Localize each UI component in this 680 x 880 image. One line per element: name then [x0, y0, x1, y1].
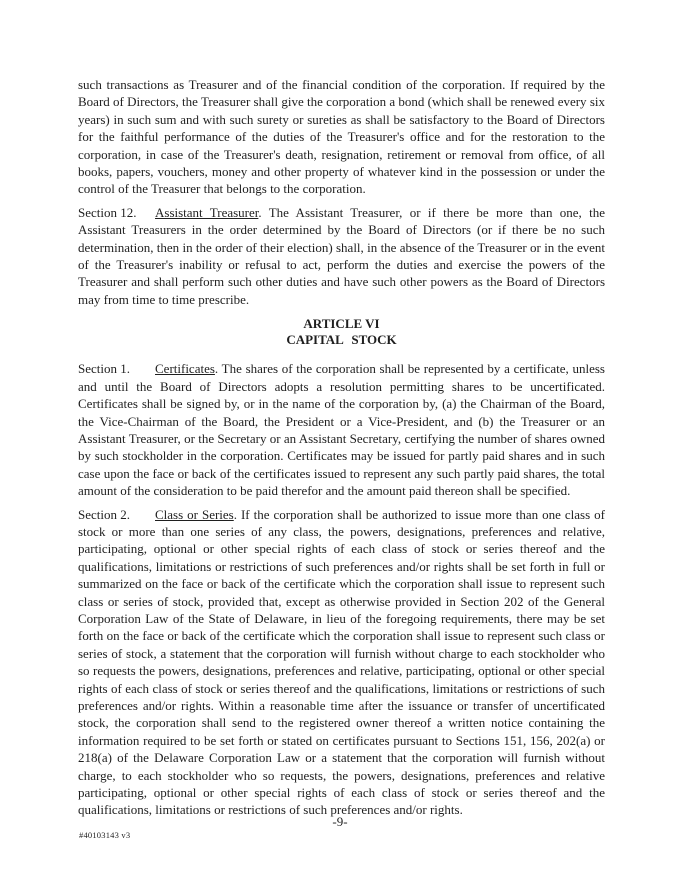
section-12-text: . The Assistant Treasurer, or if there be more than one, the Assistant Treasurers in the order determined by the Board of Directors (or if there be no such determination, then in the order of their election) shall, in the absence of the Treasurer or in the event of the Treasurer's inability or refusal to act, perform the duties and exercise the powers of the Treasurer and shall perform such other duties and have such other powers as the Board of Directors may from time to time prescribe. — [78, 204, 606, 307]
paragraph-section-2 — [78, 506, 605, 819]
section-1-number: Section 1. — [78, 361, 130, 377]
document-id-stamp: #40103143 v3 — [79, 830, 131, 840]
section-2-title: Class or Series — [155, 506, 234, 522]
section-2-text: . If the corporation shall be authorized to issue more than one class of stock or more than one series of any class, the powers, designations, preferences and relative, participating, optional or other special rights of each class of stock or series thereof and the qualifications, limitations or restrictions of such preferences and/or rights shall be set forth in full or summarized on the face or back of the certificate which the corporation shall issue to represent such class or series of stock, provided that, except as otherwise provided in Section 202 of the General Corporation Law of the State of Delaware, in lieu of the foregoing requirements, there may be set forth on the face or back of the certificate which the corporation shall issue to represent such class or series of stock, a statement that the corporation will furnish without charge to each stockholder who so requests the powers, designations, preferences and relative, participating, optional or other special rights of each class of stock or series thereof and the qualifications, limitations or restrictions of such preferences and/or rights. Within a reasonable time after the issuance or transfer of uncertificated stock, the corporation shall send to the registered owner thereof a written notice containing the information required to be set forth or stated on certificates pursuant to Sections 151, 156, 202(a) or 218(a) of the Delaware Corporation Law or a statement that the corporation will furnish without charge, to each stockholder who so requests, the powers, designations, preferences and relative participating, optional or other special rights of each class of stock or series thereof and the qualifications, limitations or restrictions of such preferences and/or rights. — [78, 506, 605, 818]
article-number: ARTICLE VI — [303, 316, 380, 332]
article-title: CAPITAL STOCK — [286, 332, 397, 348]
section-1-text: . The shares of the corporation shall be represented by a certificate, unless and until the Board of Directors adopts a resolution permitting shares to be uncertificated. Certificates shall be signed by, or in the name of the corporation by, (a) the Chairman of the Board, the Vice-Chairman of the Board, the President or a Vice-President, and (b) the Treasurer or an Assistant Treasurer, or the Secretary or an Assistant Secretary, certifying the number of shares owned by such stockholder in the corporation. Certificates may be issued for partly paid shares and in such case upon the face or back of the certificates issued to represent any such partly paid shares, the total amount of the consideration to be paid therefor and the amount paid thereon shall be specified. — [78, 361, 605, 499]
section-2-number: Section 2. — [78, 506, 130, 522]
section-1-title: Certificates — [155, 361, 215, 377]
paragraph-treasurer-continuation: such transactions as Treasurer and of the financial condition of the corporation. If required by the Board of Directors, the Treasurer shall give the corporation a bond (which shall be renewed every six years) in such sum and with such surety or sureties as shall be satisfactory to the Board of Directors for the faithful performance of the duties of the Treasurer's office and for the restoration to the corporation, in case of the Treasurer's death, resignation, retirement or removal from office, of all books, papers, vouchers, money and other property of whatever kind in the possession or under the control of the Treasurer that belongs to the corporation. — [78, 77, 605, 197]
article-vi-heading — [78, 316, 605, 348]
page-body — [78, 76, 605, 825]
page-number: -9- — [332, 814, 348, 829]
section-12-title: Assistant Treasurer — [155, 204, 259, 220]
section-12-number: Section 12. — [78, 204, 137, 220]
paragraph-section-1 — [78, 360, 605, 499]
paragraph-section-12 — [78, 204, 605, 308]
